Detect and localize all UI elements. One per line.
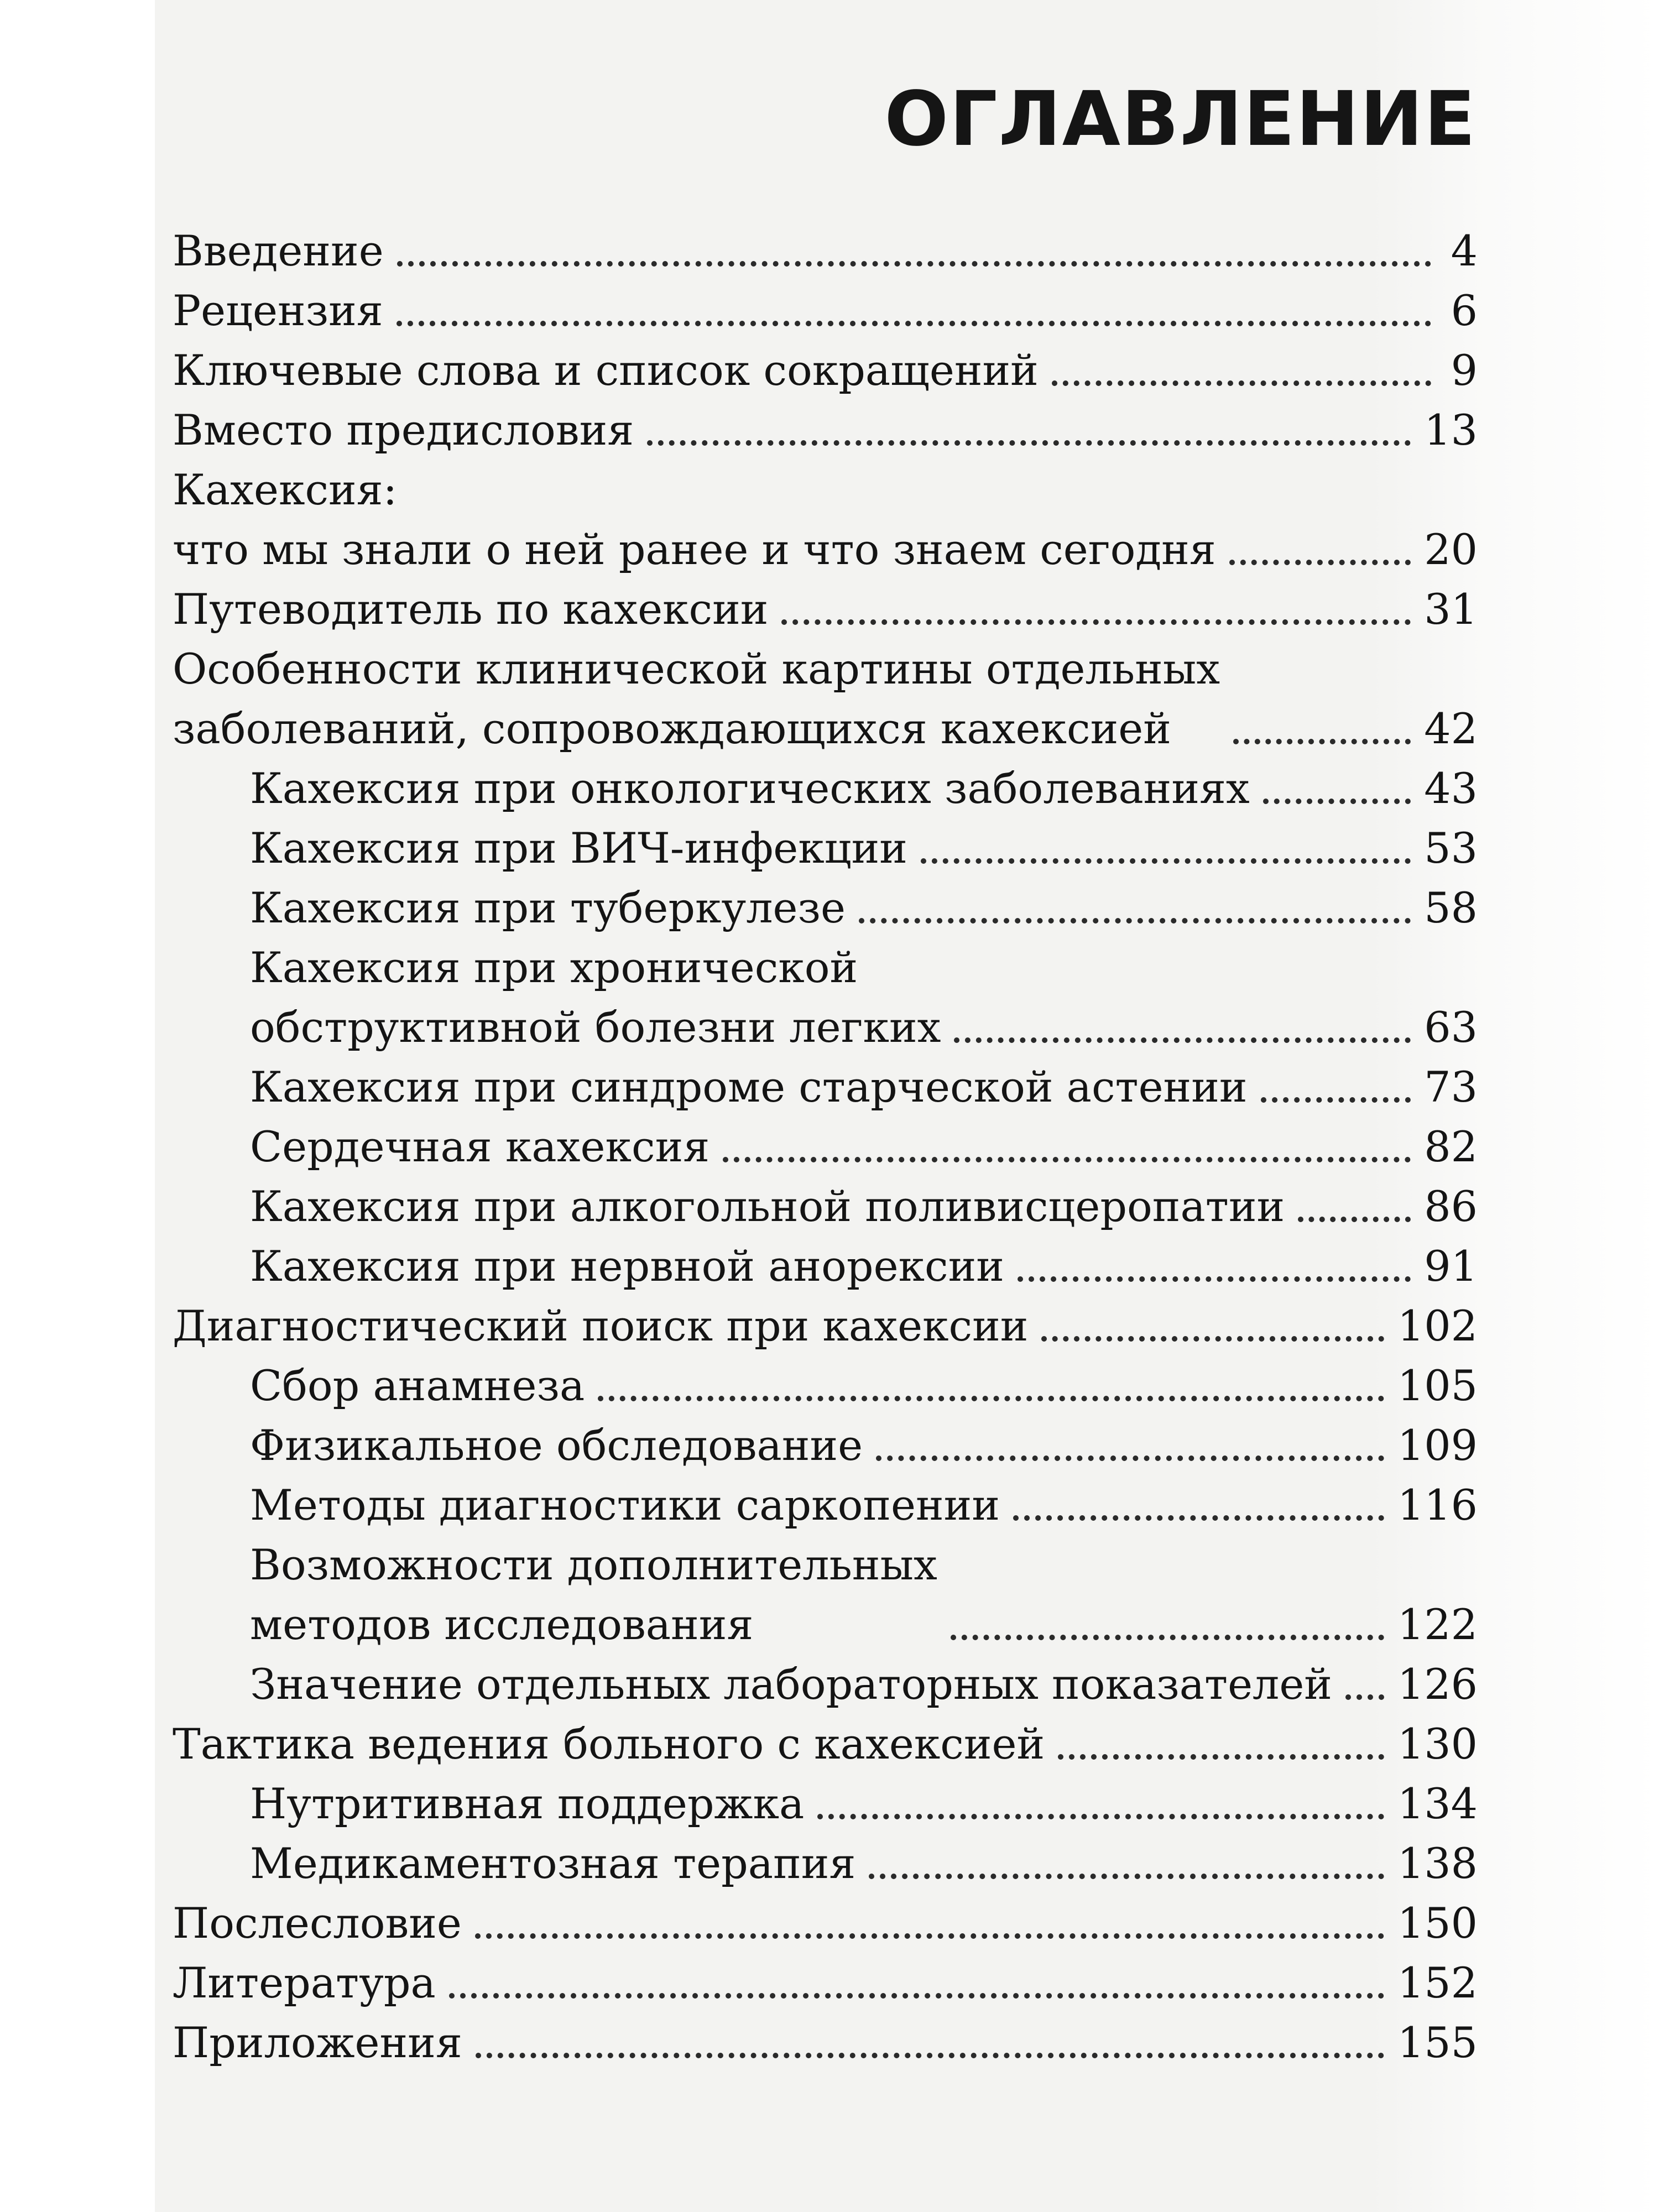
- toc-entry: [173, 580, 1478, 639]
- toc-entry-page: 13: [1424, 405, 1478, 455]
- toc-entry-page: 134: [1397, 1779, 1478, 1828]
- toc-entry-title: Особенности клинической картины отдельных заболеваний, сопровождающихся кахексией: [173, 644, 1220, 753]
- toc-entry-page: 116: [1397, 1480, 1478, 1530]
- toc-entry: [173, 1416, 1478, 1475]
- toc-entry: [173, 1953, 1478, 2013]
- dot-leader: [1298, 1217, 1411, 1222]
- toc-entry-title: Послесловие: [173, 1898, 462, 1948]
- toc-entry-page: 126: [1397, 1660, 1478, 1709]
- toc-entry-page: 53: [1424, 823, 1478, 873]
- dot-leader: [476, 2053, 1384, 2058]
- toc-entry-title: Кахексия при нервной анорексии: [250, 1241, 1004, 1291]
- toc-entry-title: Тактика ведения больного с кахексией: [173, 1719, 1045, 1768]
- toc-entry: [173, 938, 1478, 1057]
- toc-entry-page: 130: [1397, 1719, 1478, 1768]
- toc-entry: [173, 1774, 1478, 1834]
- dot-leader: [397, 321, 1431, 326]
- dot-leader: [1229, 560, 1411, 565]
- dot-leader: [869, 1874, 1384, 1879]
- toc-entry: [173, 1834, 1478, 1893]
- dot-leader: [1345, 1694, 1384, 1700]
- toc-entry: [173, 2013, 1478, 2073]
- dot-leader: [598, 1396, 1384, 1401]
- toc-entry: [173, 1356, 1478, 1416]
- toc-entry: [173, 1893, 1478, 1953]
- toc-entry-title: Кахексия при туберкулезе: [250, 883, 846, 932]
- toc-entry-title: Введение: [173, 226, 384, 275]
- toc-entry-page: 42: [1424, 704, 1478, 753]
- dot-leader: [1013, 1515, 1384, 1521]
- toc-entry: [173, 1237, 1478, 1296]
- toc-entry: [173, 281, 1478, 341]
- toc-entry-title: Возможности дополнительных методов исследования: [250, 1540, 937, 1649]
- toc-entry-title: Физикальное обследование: [250, 1421, 863, 1470]
- dot-leader: [951, 1635, 1384, 1640]
- table-of-contents: [173, 221, 1478, 2073]
- toc-entry-page: 82: [1424, 1122, 1478, 1171]
- toc-entry-title: Медикаментозная терапия: [250, 1839, 856, 1888]
- dot-leader: [1052, 380, 1431, 386]
- toc-entry-page: 105: [1397, 1361, 1478, 1410]
- dot-leader: [397, 261, 1431, 267]
- toc-entry-page: 6: [1451, 286, 1478, 335]
- toc-entry-page: 86: [1424, 1182, 1478, 1231]
- toc-entry-page: 91: [1424, 1241, 1478, 1291]
- dot-leader: [1058, 1754, 1384, 1760]
- toc-entry-title: Кахексия при ВИЧ-инфекции: [250, 823, 907, 873]
- toc-entry-page: 43: [1424, 764, 1478, 813]
- dot-leader: [1233, 739, 1411, 744]
- toc-entry: [173, 1177, 1478, 1237]
- toc-entry-title: Диагностический поиск при кахексии: [173, 1301, 1029, 1350]
- toc-entry: [173, 400, 1478, 460]
- toc-entry-page: 122: [1397, 1600, 1478, 1649]
- dot-leader: [859, 918, 1411, 924]
- dot-leader: [817, 1814, 1384, 1819]
- toc-entry: [173, 1655, 1478, 1714]
- dot-leader: [1263, 799, 1411, 804]
- toc-entry: [173, 341, 1478, 400]
- dot-leader: [1261, 1097, 1411, 1103]
- toc-entry: [173, 1714, 1478, 1774]
- toc-entry-title: Кахексия при онкологических заболеваниях: [250, 764, 1250, 813]
- toc-entry: [173, 1057, 1478, 1117]
- toc-entry-page: 20: [1424, 525, 1478, 574]
- toc-entry: [173, 639, 1478, 759]
- dot-leader: [1041, 1336, 1384, 1342]
- toc-entry-page: 152: [1397, 1958, 1478, 2007]
- toc-entry-title: Кахексия: что мы знали о ней ранее и что знаем сегодня: [173, 465, 1216, 574]
- toc-entry-title: Кахексия при синдроме старческой астении: [250, 1062, 1248, 1112]
- toc-entry-page: 155: [1397, 2018, 1478, 2067]
- toc-entry-page: 109: [1397, 1421, 1478, 1470]
- toc-entry: [173, 1535, 1478, 1655]
- toc-entry: [173, 1117, 1478, 1177]
- toc-entry-page: 102: [1397, 1301, 1478, 1350]
- toc-entry-title: Сердечная кахексия: [250, 1122, 710, 1171]
- toc-heading: ОГЛАВЛЕНИЕ: [884, 76, 1477, 163]
- toc-entry: [173, 1296, 1478, 1356]
- toc-entry-title: Методы диагностики саркопении: [250, 1480, 1000, 1530]
- toc-entry-page: 73: [1424, 1062, 1478, 1112]
- toc-entry-title: Нутритивная поддержка: [250, 1779, 805, 1828]
- toc-entry: [173, 818, 1478, 878]
- toc-entry-page: 4: [1451, 226, 1478, 275]
- dot-leader: [475, 1933, 1384, 1939]
- toc-entry-title: Значение отдельных лабораторных показателей: [250, 1660, 1332, 1709]
- toc-entry: [173, 878, 1478, 938]
- toc-entry-page: 31: [1424, 585, 1478, 634]
- toc-entry-title: Вместо предисловия: [173, 405, 634, 455]
- toc-entry-title: Приложения: [173, 2018, 462, 2067]
- dot-leader: [723, 1157, 1411, 1162]
- toc-entry-title: Ключевые слова и список сокращений: [173, 346, 1039, 395]
- toc-entry-page: 63: [1424, 1003, 1478, 1052]
- toc-entry-title: Кахексия при алкогольной поливисцеропатии: [250, 1182, 1285, 1231]
- toc-entry: [173, 1475, 1478, 1535]
- toc-entry-page: 138: [1397, 1839, 1478, 1888]
- dot-leader: [647, 440, 1411, 446]
- dot-leader: [781, 619, 1411, 625]
- toc-entry-page: 150: [1397, 1898, 1478, 1948]
- toc-entry-title: Кахексия при хронической обструктивной болезни легких: [250, 943, 941, 1052]
- toc-entry-page: 9: [1451, 346, 1478, 395]
- toc-entry-title: Путеводитель по кахексии: [173, 585, 769, 634]
- dot-leader: [449, 1993, 1384, 1999]
- toc-entry: [173, 759, 1478, 818]
- toc-entry: [173, 221, 1478, 281]
- toc-entry: [173, 460, 1478, 580]
- dot-leader: [921, 858, 1411, 864]
- toc-entry-page: 58: [1424, 883, 1478, 932]
- toc-entry-title: Рецензия: [173, 286, 383, 335]
- dot-leader: [1018, 1276, 1411, 1282]
- dot-leader: [876, 1455, 1384, 1461]
- toc-entry-title: Литература: [173, 1958, 436, 2007]
- toc-entry-title: Сбор анамнеза: [250, 1361, 585, 1410]
- dot-leader: [954, 1037, 1411, 1043]
